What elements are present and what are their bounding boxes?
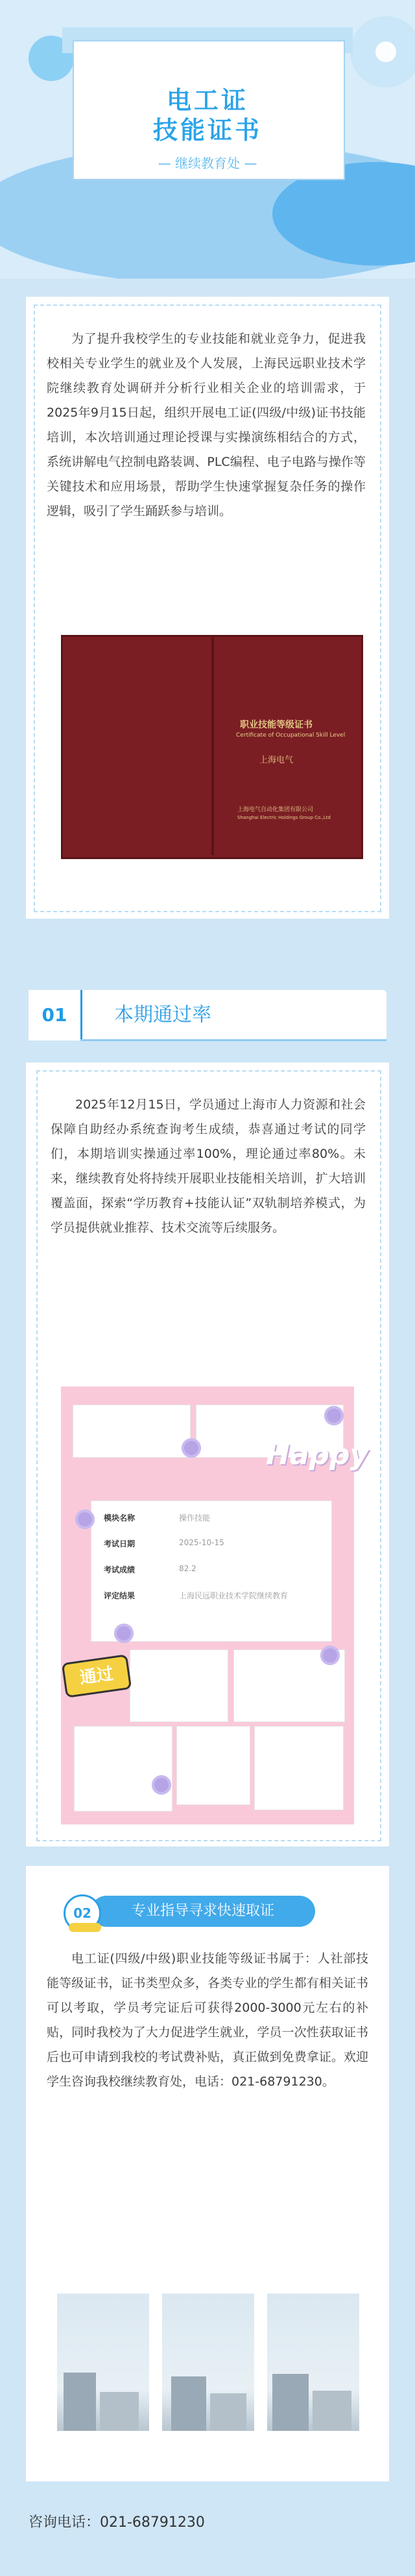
score-row-value: 2025-10-15: [179, 1538, 224, 1547]
certificate-org-en: Shanghai Electric Holdings Group Co.,Ltd: [237, 815, 331, 820]
score-paper: [254, 1726, 344, 1810]
pass-sticker: 通过: [62, 1654, 132, 1698]
certificate-logo: 上海电气: [259, 755, 294, 765]
score-paper: [130, 1650, 228, 1722]
section1-paragraph: 2025年12月15日，学员通过上海市人力资源和社会保障自助经办系统查询考生成绩，恭喜通过考试的同学们，本期培训实操通过率100%，理论通过率80%。未来，继续教育处将持续开展职业技能相关培训，扩大培训覆盖面，探索“学历教育+技能认证”双轨制培养模式，为学员提供就业推荐、技术交流等后续服务。: [51, 1098, 366, 1235]
flower-sticker: [152, 1775, 171, 1795]
certificate-org: 上海电气自动化集团有限公司: [237, 807, 314, 813]
section2-accent: [69, 1923, 101, 1932]
score-row-label: 考试成绩: [104, 1565, 136, 1574]
circle-decoration: [350, 16, 415, 87]
section-underline: [80, 1039, 386, 1041]
flower-sticker: [182, 1438, 201, 1458]
section-label: 本期通过率: [114, 1004, 211, 1026]
section2-paragraph: 电工证(四级/中级)职业技能等级证书属于：人社部技能等级证书，证书类型众多，各类专业的学生都有相关证书可以考取，学员考完证后可获得2000-3000元左右的补贴，同时我校为了大力促进学生就业，学员一次性获取证书后也可申请到我校的考试费补贴，真正做到免费拿证。欢迎学生咨询我校继续教育处，电话：021-68791230。: [47, 1951, 368, 2089]
intro-paragraph: 为了提升我校学生的专业技能和就业竞争力，促进我校相关专业学生的就业及个人发展，上海民远职业技术学院继续教育处调研并分析行业相关企业的培训需求，于2025年9月15日起，组织开展电工证(四级/中级)证书技能培训，本次培训通过理论授课与实操演练相结合的方式，系统讲解电气控制电路装调、PLC编程、电子电路与操作等关键技术和应用场景，帮助学生快速掌握复杂任务的操作逻辑，吸引了学生踊跃参与培训。: [47, 332, 366, 518]
campus-photo: [267, 2294, 359, 2431]
page-title-line2: 技能证书: [152, 116, 262, 144]
score-row-value: 操作技能: [179, 1513, 211, 1523]
page-subtitle: — 继续教育处 —: [158, 155, 257, 171]
score-row-value: 上海民远职业技术学院继续教育: [179, 1591, 289, 1600]
campus-photo: [162, 2294, 254, 2431]
section2-label: 专业指导寻求快速取证: [91, 1896, 315, 1927]
certificate-title: 职业技能等级证书: [240, 720, 313, 730]
page-title: [73, 86, 342, 145]
score-paper: [73, 1405, 191, 1458]
flower-sticker: [75, 1510, 95, 1529]
footer-contact: 咨询电话：021-68791230: [29, 2514, 205, 2531]
section-number: 01: [29, 990, 82, 1041]
flower-sticker: [114, 1624, 134, 1643]
score-paper: [74, 1726, 172, 1811]
page-title-line1: 电工证: [166, 86, 248, 115]
score-paper: [176, 1726, 250, 1805]
score-row-value: 82.2: [179, 1564, 196, 1573]
score-row-label: 模块名称: [104, 1513, 136, 1523]
certificate-subtitle: Certificate of Occupational Skill Level: [236, 732, 346, 739]
certificate-spine: [211, 635, 214, 855]
flower-sticker: [320, 1646, 340, 1665]
score-row-label: 考试日期: [104, 1539, 136, 1548]
flower-sticker: [324, 1406, 344, 1425]
score-row-label: 评定结果: [104, 1591, 136, 1600]
section2-number: 02: [64, 1894, 101, 1932]
campus-photo: [57, 2294, 149, 2431]
happy-sticker: Happy: [266, 1438, 369, 1471]
